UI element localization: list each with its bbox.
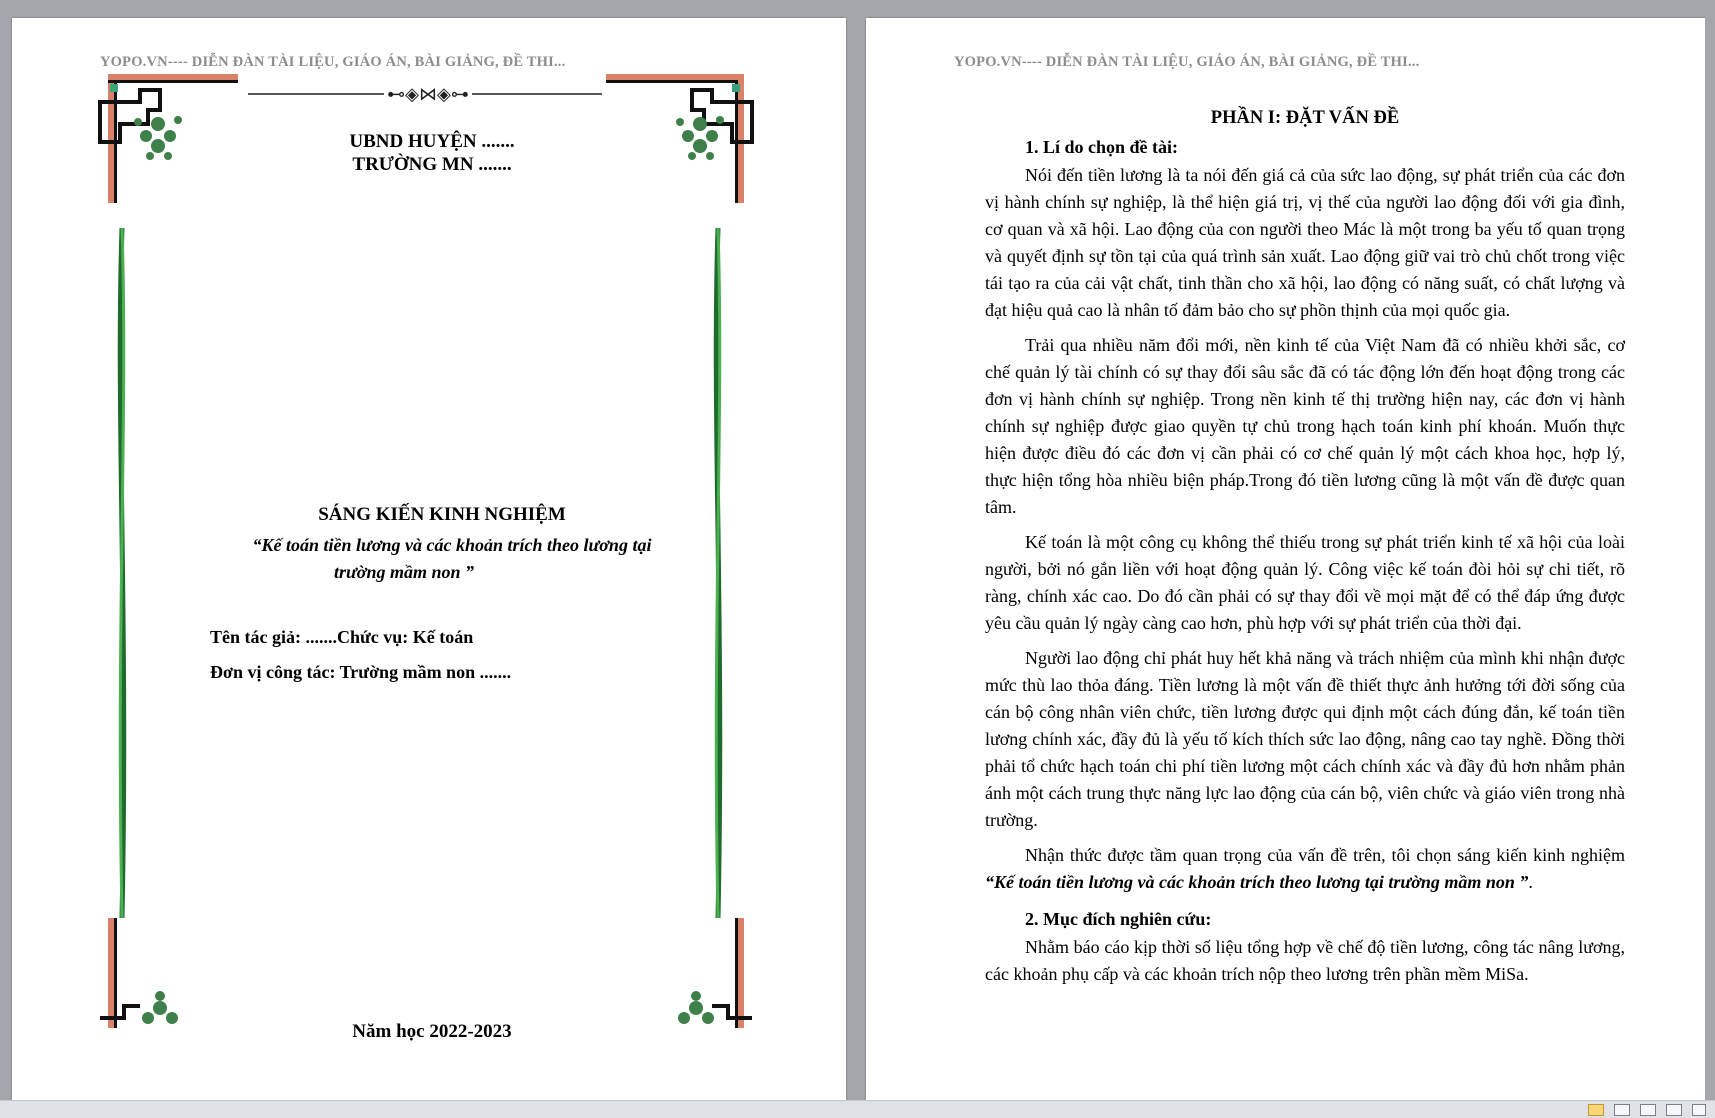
content-page[interactable] (866, 18, 1715, 1100)
cover-subtitle-line-1: “Kế toán tiền lương và các khoản trích theo lương tại (252, 535, 652, 555)
corner-ornament-top-left (100, 74, 238, 203)
cover-title: SÁNG KIẾN KINH NGHIỆM (318, 504, 566, 525)
vine-right (716, 228, 719, 918)
part-title: PHẦN I: ĐẶT VẤN ĐỀ (1210, 108, 1400, 128)
outline-view-icon[interactable] (1666, 1104, 1682, 1116)
corner-ornament-top-right (606, 74, 752, 203)
cover-year (262, 1020, 602, 1043)
paragraph: Nói đến tiền lương là ta nói đến giá cả của sức lao động, sự phát triển của các đơn vị hành chính sự nghiệp, là thể hiện giá trị, vị thế của người lao động đối với gia đình, cơ quan và xã hội. Lao động của con người theo Mác là một trong ba yếu tố quan trọng và quyết định sự tồn tại của quá trình sản xuất. Lao động giữ vai trò chủ chốt trong việc tái tạo ra của cải vật chất, tinh thần cho xã hội, lao động có năng suất, có chất lượng và đạt hiệu quả cao là nhân tố đảm bảo cho sự phồn thịnh của mọi quốc gia. (985, 165, 1625, 320)
school-year: Năm học 2022-2023 (352, 1021, 512, 1042)
page-header: YOPO.VN---- DIỄN ĐÀN TÀI LIỆU, GIÁO ÁN, BÀI GIẢNG, ĐỀ THI... (954, 54, 1420, 70)
paragraph: Trải qua nhiều năm đổi mới, nền kinh tế của Việt Nam đã có nhiều khởi sắc, cơ chế quản lý tài chính có sự thay đổi sâu sắc đã có tác động lớn đến hoạt động trong các đơn vị hành chính sự nghiệp. Trong nền kinh tế thị trường hiện nay, các đơn vị hành chính sự nghiệp được giao quyền tự chủ trong hạch toán kinh phí khoán. Muốn thực hiện được điều đó các đơn vị cần phải có cơ chế quản lý một cách khoa học, hợp lý, thực hiện tổng hòa nhiều biện pháp.Trong đó tiền lương cũng là một vấn đề được quan tâm. (985, 335, 1625, 517)
cover-unit: Đơn vị công tác: Trường mầm non ....... (210, 662, 512, 682)
cover-subtitle-block (212, 532, 692, 586)
cover-page[interactable] (12, 18, 846, 1100)
status-bar (0, 1100, 1715, 1118)
paragraph-end: . (1528, 872, 1533, 892)
institution-line-1: UBND HUYỆN ....... (349, 131, 515, 152)
cover-institution (242, 130, 622, 176)
cover-subtitle-line-2: trường mầm non ” (334, 562, 474, 582)
print-layout-view-icon[interactable] (1588, 1104, 1604, 1116)
section-heading-1: 1. Lí do chọn đề tài: (1025, 137, 1179, 157)
web-layout-icon[interactable] (1640, 1104, 1656, 1116)
paragraph (985, 842, 1625, 896)
top-ornament-line (248, 84, 602, 105)
draft-view-icon[interactable] (1692, 1104, 1706, 1116)
paragraph: Người lao động chỉ phát huy hết khả năng và trách nhiệm của mình khi nhận được mức thù lao thỏa đáng. Tiền lương là một vấn đề thiết thực ảnh hưởng tới đời sống của cán bộ công nhân viên chức, tiền lương được qui định một cách đúng đắn, kế toán tiền lương chính xác, đầy đủ là yếu tố kích thích sức lao động, nâng cao tay nghề. Đồng thời phải tổ chức hạch toán chi phí tiền lương một cách chính xác và đầy đủ hơn nhằm phản ánh một cách trung thực năng lực lao động của cán bộ, viên chức và giáo viên trong nhà trường. (985, 648, 1625, 830)
vine-left (120, 228, 123, 918)
section-heading-2: 2. Mục đích nghiên cứu: (1025, 909, 1212, 929)
corner-ornament-bottom-left (100, 918, 178, 1028)
corner-ornament-bottom-right (678, 918, 752, 1028)
paragraph: Nhằm báo cáo kịp thời số liệu tổng hợp về chế độ tiền lương, công tác nâng lương, các khoản phụ cấp và các khoản trích nộp theo lương trên phần mềm MiSa. (985, 937, 1625, 984)
vertical-scrollbar[interactable] (1705, 8, 1715, 1100)
institution-line-2: TRƯỜNG MN ....... (352, 154, 512, 175)
page-header: YOPO.VN---- DIỄN ĐÀN TÀI LIỆU, GIÁO ÁN, BÀI GIẢNG, ĐỀ THI... (100, 54, 566, 70)
paragraph: Kế toán là một công cụ không thể thiếu trong sự phát triển kinh tế xã hội của loài người, bởi nó gắn liền với hoạt động quản lý. Công việc kế toán đòi hỏi sự chi tiết, rõ ràng, chính xác cao. Do đó cần phải có sự thay đổi về mọi mặt để có thể đáp ứng được yêu cầu quản lý ngày càng cao hơn, phù hợp với sự phát triển của thời đại. (985, 532, 1625, 633)
emphasized-title: “Kế toán tiền lương và các khoản trích theo lương tại trường mầm non ” (985, 872, 1529, 892)
cover-author: Tên tác giả: .......Chức vụ: Kế toán (210, 627, 474, 647)
svg-text:⊷◈⋈◈⊶: ⊷◈⋈◈⊶ (387, 84, 469, 105)
page-body (985, 104, 1625, 996)
full-screen-reading-icon[interactable] (1614, 1104, 1630, 1116)
cover-title-block (212, 504, 672, 526)
paragraph-text: Nhận thức được tầm quan trọng của vấn đề trên, tôi chọn sáng kiến kinh nghiệm (1025, 845, 1625, 865)
